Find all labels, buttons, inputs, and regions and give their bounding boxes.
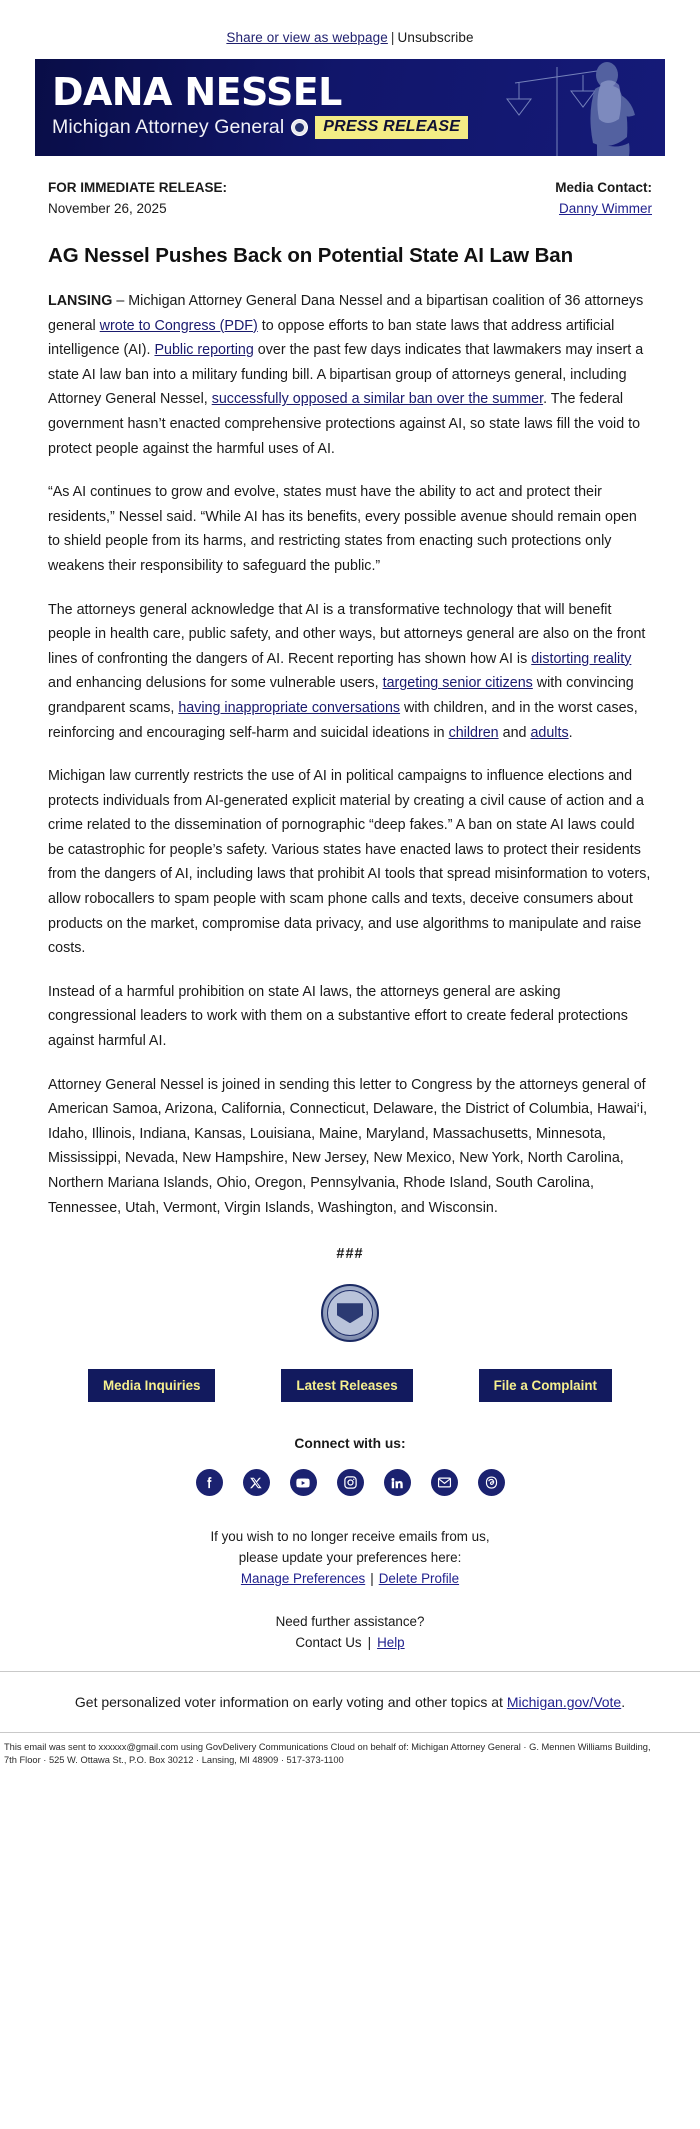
p3-text-a: The attorneys general acknowledge that AI is a transformative technology that will benefit people in health care, public safety, and other ways, but attorneys general are also on the front lines of confronting the dangers of AI. Recent reporting has shown how AI is xyxy=(48,601,646,667)
prefs-line-1: If you wish to no longer receive emails from us, xyxy=(210,1529,490,1545)
p1-text-d: . The federal government hasn’t enacted comprehensive protections against AI, so state laws fill the void to protect people against the harmful uses of AI. xyxy=(48,391,641,457)
banner-content xyxy=(35,59,665,139)
voter-band-suffix: . xyxy=(621,1694,626,1711)
action-button-row xyxy=(48,1369,652,1402)
p3-text-b: and enhancing delusions for some vulnerable users, xyxy=(48,675,383,692)
prefs-links xyxy=(48,1568,652,1589)
public-reporting-link[interactable]: Public reporting xyxy=(154,342,254,359)
children-link[interactable]: children xyxy=(448,724,499,741)
inappropriate-conversations-link[interactable]: having inappropriate conversations xyxy=(178,699,401,716)
paragraph-3 xyxy=(48,598,652,746)
media-contact-block xyxy=(555,180,652,216)
p1-text-a: – Michigan Attorney General Dana Nessel and a bipartisan coalition of 36 attorneys general xyxy=(48,293,644,334)
distorting-reality-link[interactable]: distorting reality xyxy=(531,650,632,667)
preheader-bar xyxy=(0,0,700,59)
media-inquiries-button[interactable]: Media Inquiries xyxy=(88,1369,215,1402)
wrote-to-congress-link[interactable]: wrote to Congress (PDF) xyxy=(99,317,258,334)
voter-info-band xyxy=(0,1672,700,1732)
adults-link[interactable]: adults xyxy=(530,724,569,741)
p3-text-f: . xyxy=(568,724,573,741)
banner-wrapper xyxy=(0,59,700,156)
paragraph-6-states-list: Attorney General Nessel is joined in sending this letter to Congress by the attorneys general of American Samoa, Arizona, California, Connecticut, Delaware, the District of Columbia, Hawai‘i, Idaho, Illinois, Indiana, Kansas, Louisiana, Maine, Maryland, Massachusetts, Minnesota, Mississippi, Nevada, New Hampshire, New Jersey, New Mexico, New York, North Carolina, Northern Mariana Islands, Ohio, Oregon, Pennsylvania, Rhode Island, South Carolina, Tennessee, Utah, Vermont, Virgin Islands, Washington, and Wisconsin. xyxy=(48,1076,648,1216)
p3-text-c: with convincing grandparent scams, xyxy=(48,675,634,716)
unsubscribe-link[interactable]: Unsubscribe xyxy=(397,30,474,45)
email-body xyxy=(0,156,700,1653)
instagram-icon[interactable] xyxy=(337,1469,364,1496)
fineprint-block xyxy=(0,1733,700,1777)
dateline: LANSING xyxy=(48,293,113,309)
page-title: AG Nessel Pushes Back on Potential State AI Law Ban xyxy=(48,244,574,267)
prefs-separator: | xyxy=(370,1571,374,1587)
facebook-icon[interactable] xyxy=(196,1469,223,1496)
delete-profile-link[interactable]: Delete Profile xyxy=(378,1571,460,1587)
banner-title: DANA NESSEL xyxy=(52,70,342,114)
file-a-complaint-button[interactable]: File a Complaint xyxy=(479,1369,612,1402)
media-contact-link[interactable]: Danny Wimmer xyxy=(558,201,652,216)
prefs-line-2: please update your preferences here: xyxy=(238,1550,462,1566)
latest-releases-button[interactable]: Latest Releases xyxy=(281,1369,412,1402)
share-or-view-webpage-link[interactable]: Share or view as webpage xyxy=(226,30,388,45)
social-icon-row xyxy=(48,1469,652,1496)
connect-with-us-label: Connect with us: xyxy=(294,1436,406,1452)
linkedin-icon[interactable] xyxy=(384,1469,411,1496)
preheader-separator: | xyxy=(390,30,395,45)
assistance-heading: Need further assistance? xyxy=(275,1614,425,1630)
p1-text-b: to oppose efforts to ban state laws that address artificial intelligence (AI). xyxy=(48,317,615,359)
immediate-release-label: FOR IMMEDIATE RELEASE: xyxy=(48,180,228,195)
x-twitter-icon[interactable] xyxy=(243,1469,270,1496)
fineprint-line-2: 7th Floor · 525 W. Ottawa St., P.O. Box 30212 · Lansing, MI 48909 · 517-373-1100 xyxy=(4,1755,344,1766)
threads-icon[interactable] xyxy=(478,1469,505,1496)
state-seal-icon xyxy=(291,119,308,136)
paragraph-2-quote: “As AI continues to grow and evolve, states must have the ability to act and protect their residents,” Nessel said. “While AI has its benefits, every possible avenue should remain open to shield people from its harms, and restricting states from enacting such protections only weakens their responsibility to safeguard the public.” xyxy=(48,484,637,574)
release-date-block xyxy=(48,180,227,216)
preferences-block xyxy=(48,1526,652,1589)
help-link[interactable]: Help xyxy=(377,1635,405,1651)
michigan-state-seal-icon xyxy=(321,1284,379,1342)
contact-us-link[interactable]: Contact Us xyxy=(295,1635,362,1651)
header-banner xyxy=(35,59,665,156)
email-icon[interactable] xyxy=(431,1469,458,1496)
youtube-icon[interactable] xyxy=(290,1469,317,1496)
fineprint-line-1: This email was sent to xxxxxx@gmail.com using GovDelivery Communications Cloud on behalf of: Michigan Attorney General · G. Mennen Williams Building, xyxy=(4,1742,651,1753)
assistance-block xyxy=(48,1611,652,1653)
seal-container xyxy=(48,1284,652,1347)
assistance-separator: | xyxy=(367,1635,372,1651)
media-contact-label: Media Contact: xyxy=(555,180,652,195)
manage-preferences-link[interactable]: Manage Preferences xyxy=(240,1571,366,1587)
successfully-opposed-link[interactable]: successfully opposed a similar ban over the summer xyxy=(211,391,544,408)
paragraph-5: Instead of a harmful prohibition on state AI laws, the attorneys general are asking congressional leaders to work with them on a substantive effort to create federal protections against harmful AI. xyxy=(48,983,628,1050)
assistance-links xyxy=(48,1632,652,1653)
press-release-badge: PRESS RELEASE xyxy=(315,116,468,139)
michigan-gov-vote-link[interactable]: Michigan.gov/Vote xyxy=(506,1694,622,1711)
p1-text-c: over the past few days indicates that lawmakers may insert a state AI law ban into a military funding bill. A bipartisan group of attorneys general, including Attorney General Nessel, xyxy=(48,342,644,408)
banner-subtitle-row xyxy=(52,116,665,139)
p3-text-e: and xyxy=(498,724,531,741)
p3-text-d: with children, and in the worst cases, reinforcing and encouraging self-harm and suicidal ideations in xyxy=(48,699,638,741)
banner-subtitle: Michigan Attorney General xyxy=(52,116,285,138)
voter-band-prefix: Get personalized voter information on early voting and other topics at xyxy=(74,1694,507,1711)
release-meta xyxy=(48,156,652,216)
targeting-senior-citizens-link[interactable]: targeting senior citizens xyxy=(382,675,533,692)
paragraph-4: Michigan law currently restricts the use of AI in political campaigns to influence elections and protects individuals from AI-generated explicit material by creating a civil cause of action and a crime related to the dissemination of pornographic “deep fakes.” A ban on state AI laws could be catastrophic for people’s safety. Various states have enacted laws to protect their residents from the dangers of AI, including laws that prohibit AI tools that spread misinformation to voters, allow robocallers to spam people with scam phone calls and texts, deceive consumers about products on the market, compromise data privacy, and use algorithms to manipulate and raise costs. xyxy=(48,768,651,957)
end-of-release-mark: ### xyxy=(336,1246,364,1263)
release-date: November 26, 2025 xyxy=(48,201,167,216)
paragraph-1 xyxy=(48,289,652,461)
